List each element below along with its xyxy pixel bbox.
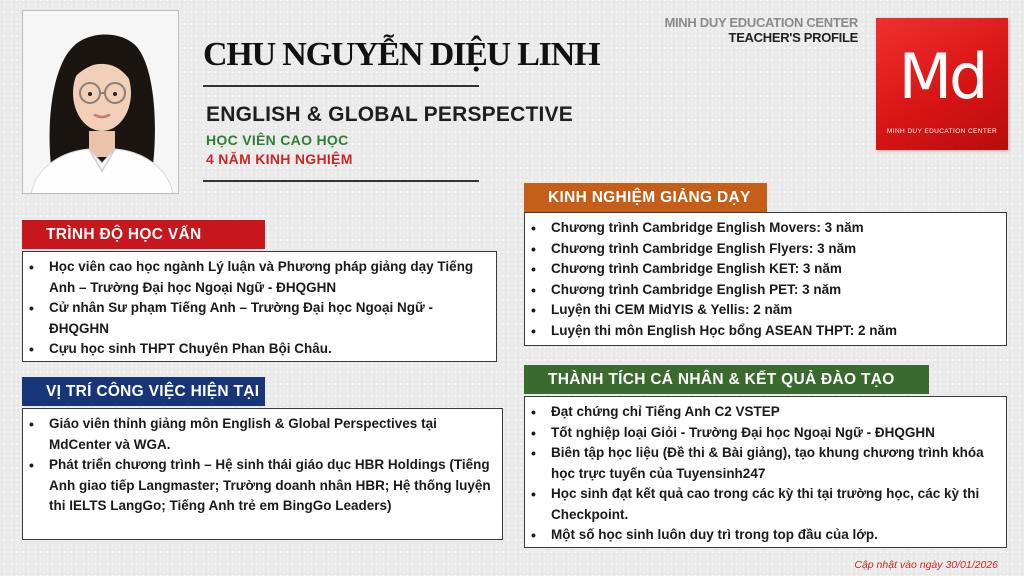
teaching-experience-list [551,218,998,341]
list-item: • Chương trình Cambridge English PET: 3 năm [551,280,998,301]
list-item: • Luyện thi môn English Học bổng ASEAN THPT: 2 năm [551,321,998,342]
teacher-photo [22,10,179,194]
achievements-header: THÀNH TÍCH CÁ NHÂN & KẾT QUẢ ĐÀO TẠO [524,365,929,394]
current-position-list [49,414,494,517]
name-divider [203,85,479,87]
teacher-experience: 4 NĂM KINH NGHIỆM [206,151,353,167]
list-item: • Tốt nghiệp loại Giỏi - Trường Đại học Ngoại Ngữ - ĐHQGHN [551,423,998,444]
last-updated-note: Cập nhật vào ngày 30/01/2026 [854,559,998,571]
list-item: • Học viên cao học ngành Lý luận và Phương pháp giảng dạy Tiếng Anh – Trường Đại học Ngoại Ngữ - ĐHQGHN [49,257,488,298]
list-item: • Chương trình Cambridge English Flyers: 3 năm [551,239,998,260]
subtitle-divider [203,180,479,182]
list-item: • Đạt chứng chỉ Tiếng Anh C2 VSTEP [551,402,998,423]
teacher-name: CHU NGUYỄN DIỆU LINH [203,36,600,73]
list-item: • Biên tập học liệu (Đề thi & Bài giảng), tạo khung chương trình khóa học trực tuyến của Tuyensinh247 [551,443,998,484]
list-item: • Cựu học sinh THPT Chuyên Phan Bội Châu. [49,339,488,360]
list-item: • Chương trình Cambridge English Movers: 3 năm [551,218,998,239]
teaching-experience-box [524,212,1007,346]
list-item: • Chương trình Cambridge English KET: 3 năm [551,259,998,280]
education-list [49,257,488,360]
education-box [22,251,497,362]
list-item: • Phát triển chương trình – Hệ sinh thái giáo dục HBR Holdings (Tiếng Anh giao tiếp Langmaster; Trường doanh nhân HBR; Hệ thống luyện thi IELTS LangGo; Tiếng Anh trẻ em BingGo Leaders) [49,455,494,517]
center-logo [876,18,1008,150]
list-item: • Luyện thi CEM MidYIS & Yellis: 2 năm [551,300,998,321]
teacher-portrait-illustration [23,11,179,194]
logo-caption: MINH DUY EDUCATION CENTER [886,128,998,135]
teaching-experience-header: KINH NGHIỆM GIẢNG DẠY [524,183,767,212]
list-item: • Một số học sinh luôn duy trì trong top đầu của lớp. [551,525,998,546]
center-name: MINH DUY EDUCATION CENTER [664,15,858,30]
teacher-status: HỌC VIÊN CAO HỌC [206,132,349,148]
teacher-subject: ENGLISH & GLOBAL PERSPECTIVE [206,103,573,126]
achievements-list [551,402,998,546]
list-item: • Giáo viên thỉnh giảng môn English & Global Perspectives tại MdCenter và WGA. [49,414,494,455]
profile-label: TEACHER'S PROFILE [728,30,858,45]
list-item: • Học sinh đạt kết quả cao trong các kỳ thi tại trường học, các kỳ thi Checkpoint. [551,484,998,525]
current-position-header: VỊ TRÍ CÔNG VIỆC HIỆN TẠI [22,377,265,406]
current-position-box [22,408,503,540]
achievements-box [524,396,1007,548]
education-header: TRÌNH ĐỘ HỌC VẤN [22,220,265,249]
list-item: • Cử nhân Sư phạm Tiếng Anh – Trường Đại học Ngoại Ngữ - ĐHQGHN [49,298,488,339]
logo-mark: Md [898,40,986,113]
